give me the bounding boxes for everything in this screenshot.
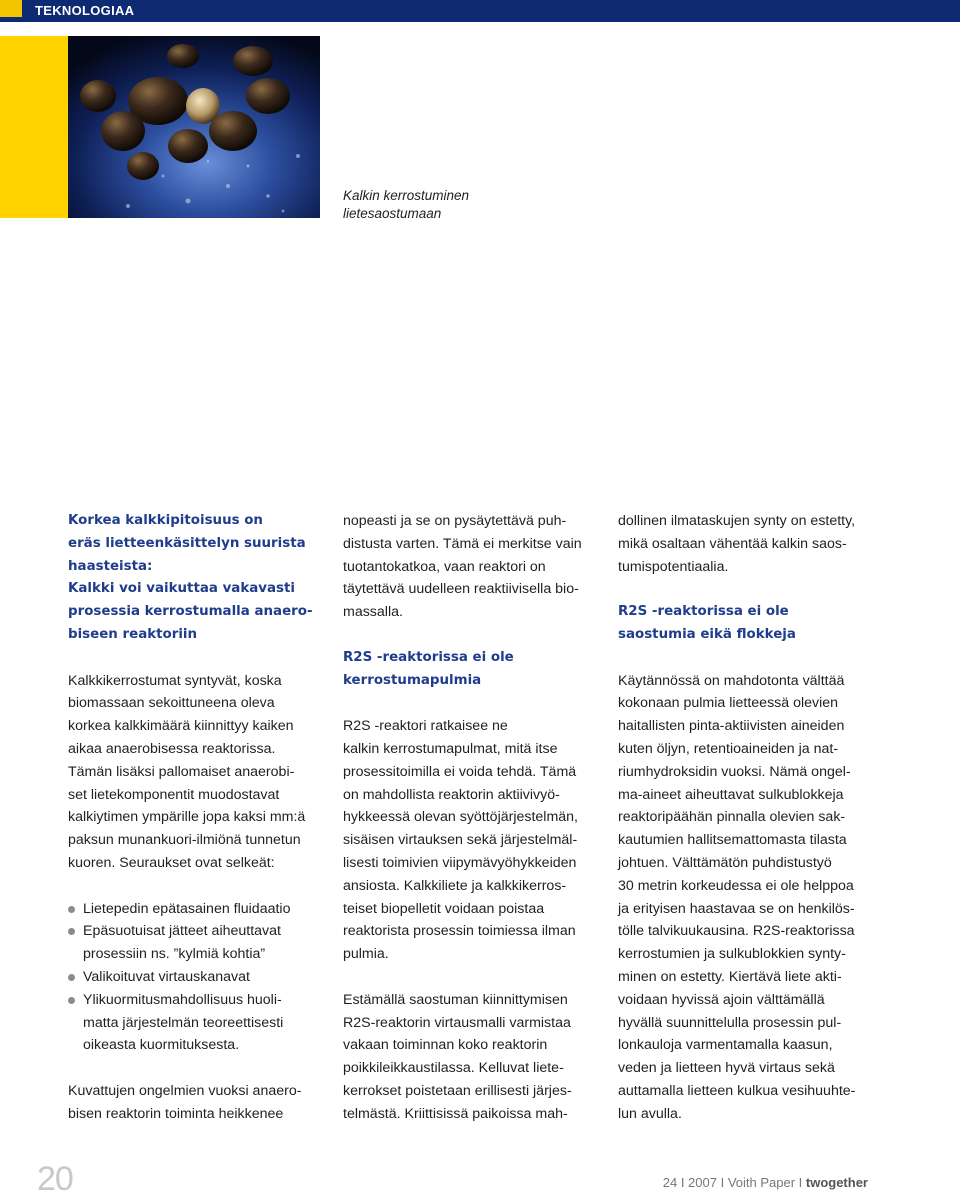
text-line: matta järjestelmän teoreettisesti <box>83 1014 284 1031</box>
heading-line: eräs lietteenkäsittelyn suurista <box>68 535 306 551</box>
text-line: lun avulla. <box>618 1105 682 1122</box>
text-line: massalla. <box>343 604 403 621</box>
text-line: pulmia. <box>343 946 389 963</box>
magazine-brand: twogether <box>805 1175 868 1190</box>
text-line: R2S -reaktori ratkaisee ne <box>343 718 508 735</box>
text-line: reaktoripäähän pinnalla olevien sak- <box>618 809 846 826</box>
section-header-bar <box>0 0 960 22</box>
text-line: set lietekomponentit muodostavat <box>68 786 280 803</box>
footer-publication <box>663 1175 868 1190</box>
photo-caption <box>343 187 469 223</box>
text-line: haitallisten pinta-aktiivisten aineiden <box>618 718 845 735</box>
text-line: oikeasta kuormituksesta. <box>83 1037 240 1054</box>
text-line: johtuen. Välttämätön puhdistustyö <box>618 854 832 871</box>
text-line: kerrostumien ja sulkublokkien synty- <box>618 946 846 963</box>
text-line: kautumien hallitsemattomasta tilasta <box>618 832 847 849</box>
text-line: kuten öljyn, retentioaineiden ja nat- <box>618 740 839 757</box>
text-line: veden ja lietteen hyvä virtaus sekä <box>618 1060 835 1077</box>
text-line: tölle talvikuukausina. R2S-reaktorissa <box>618 923 855 940</box>
text-line: kalkin kerrostumapulmat, mitä itse <box>343 740 558 757</box>
text-line: ansiosta. Kalkkiliete ja kalkkikerros- <box>343 877 567 894</box>
bullet-icon <box>68 974 75 981</box>
list-item <box>68 898 346 921</box>
text-line: tumispotentiaalia. <box>618 558 729 575</box>
text-line: vakaan toiminnan koko reaktorin <box>343 1037 548 1054</box>
bullet-icon <box>68 997 75 1004</box>
text-line: bisen reaktorin toiminta heikkenee <box>68 1105 284 1122</box>
text-column-2 <box>343 510 621 1126</box>
list-item <box>68 989 346 1057</box>
text-column-3 <box>618 510 896 1126</box>
heading-line: saostumia eikä flokkeja <box>618 626 796 642</box>
text-line: kalkiytimen ympärille jopa kaksi mm:ä <box>68 809 306 826</box>
text-line: auttamalla lietteen kulkua vesihuuhte- <box>618 1082 856 1099</box>
text-line: mikä osaltaan vähentää kalkin saos- <box>618 535 847 552</box>
text-line: hyvällä suunnittelulla prosessin pul- <box>618 1014 842 1031</box>
text-line: reaktorista prosessin toimiessa ilman <box>343 923 576 940</box>
text-line: Tämän lisäksi pallomaiset anaerobi- <box>68 763 295 780</box>
text-line: prosessiin ns. ”kylmiä kohtia” <box>83 946 266 963</box>
text-line: distusta varten. Tämä ei merkitse vain <box>343 535 582 552</box>
text-column-1 <box>68 510 346 1126</box>
paragraph <box>343 510 621 624</box>
paragraph <box>618 670 896 1126</box>
text-line: poikkileikkaustilassa. Kelluvat liete- <box>343 1060 564 1077</box>
list-item <box>68 920 346 966</box>
text-line: minen on estetty. Kiertävä liete akti- <box>618 968 842 985</box>
text-line: dollinen ilmataskujen synty on estetty, <box>618 513 856 529</box>
heading-line: kerrostumapulmia <box>343 672 482 688</box>
text-line: kuoren. Seuraukset ovat selkeät: <box>68 854 275 871</box>
heading-line: biseen reaktoriin <box>68 626 198 642</box>
text-line: Lietepedin epätasainen fluidaatio <box>83 900 291 917</box>
bullet-icon <box>68 928 75 935</box>
heading-line: Korkea kalkkipitoisuus on <box>68 513 263 528</box>
text-line: täytettävä uudelleen reaktiivisella bio- <box>343 581 579 598</box>
section-heading <box>618 601 896 647</box>
heading-line: Kalkki voi vaikuttaa vakavasti <box>68 581 296 597</box>
page-number: 20 <box>37 1160 73 1198</box>
text-line: ja erityisen haastavaa se on henkilös- <box>618 900 855 917</box>
caption-line: Kalkin kerrostuminen <box>343 188 470 203</box>
text-line: hykkeessä olevan syöttöjärjestelmän, <box>343 809 579 826</box>
paragraph <box>68 670 346 875</box>
heading-line: prosessia kerrostumalla anaero- <box>68 604 313 620</box>
text-line: 30 metrin korkeudessa ei ole helppoa <box>618 877 854 894</box>
accent-block <box>0 36 68 218</box>
heading-line: haasteista: <box>68 558 153 574</box>
paragraph <box>343 715 621 966</box>
text-line: R2S-reaktorin virtausmalli varmistaa <box>343 1014 571 1031</box>
text-line: Kuvattujen ongelmien vuoksi anaero- <box>68 1082 302 1099</box>
heading-line: R2S -reaktorissa ei ole <box>618 604 789 620</box>
text-line: voidaan hyvissä ajoin välttämällä <box>618 991 825 1008</box>
text-line: biomassaan sekoittuneena oleva <box>68 695 275 712</box>
text-line: prosessitoimilla ei voida tehdä. Tämä <box>343 763 577 780</box>
text-line: Estämällä saostuman kiinnittymisen <box>343 991 568 1008</box>
text-line: sisäisen virtauksen sekä järjestelmäl- <box>343 832 578 849</box>
text-line: aikaa anaerobisessa reaktorissa. <box>68 740 276 757</box>
lime-deposit-photo <box>68 36 320 218</box>
issue-info: 24 I 2007 I Voith Paper I <box>662 1175 806 1190</box>
text-line: Kalkkikerrostumat syntyvät, koska <box>68 672 282 689</box>
text-line: kerrokset poistetaan erillisesti järjes- <box>343 1082 572 1099</box>
text-line: telmästä. Kriittisissä paikoissa mah- <box>343 1105 568 1122</box>
text-line: riumhydroksidin vuoksi. Nämä ongel- <box>618 763 851 780</box>
text-line: Käytännössä on mahdotonta välttää <box>618 672 845 689</box>
heading-line: R2S -reaktorissa ei ole <box>343 649 514 665</box>
section-label: TEKNOLOGIAA <box>35 3 135 18</box>
bullet-icon <box>68 906 75 913</box>
section-heading <box>68 510 346 647</box>
list-item <box>68 966 346 989</box>
text-line: on mahdollista reaktorin aktiivivyö- <box>343 786 560 803</box>
paragraph <box>618 510 896 578</box>
text-line: tuotantokatkoa, vaan reaktori on <box>343 558 546 575</box>
header-accent <box>0 0 22 17</box>
paragraph <box>68 1080 346 1126</box>
text-line: Epäsuotuisat jätteet aiheuttavat <box>83 923 281 940</box>
text-line: lisesti toimivien viipymävyöhykkeiden <box>343 854 577 871</box>
text-line: lonkauloja varmentamalla kaasun, <box>618 1037 833 1054</box>
text-line: ma-aineet aiheuttavat sulkublokkeja <box>618 786 844 803</box>
text-line: Ylikuormitusmahdollisuus huoli- <box>83 991 282 1008</box>
consequence-list <box>68 898 346 1058</box>
paragraph <box>343 989 621 1126</box>
text-line: kokonaan pulmia lietteessä olevien <box>618 695 839 712</box>
text-line: paksun munankuori-ilmiönä tunnetun <box>68 832 301 849</box>
caption-line: lietesaostumaan <box>343 206 442 221</box>
text-line: teiset biopelletit voidaan poistaa <box>343 900 545 917</box>
text-line: korkea kalkkimäärä kiinnittyy kaiken <box>68 718 294 735</box>
text-line: nopeasti ja se on pysäytettävä puh- <box>343 513 567 529</box>
section-heading <box>343 647 621 693</box>
text-line: Valikoituvat virtauskanavat <box>83 968 250 985</box>
